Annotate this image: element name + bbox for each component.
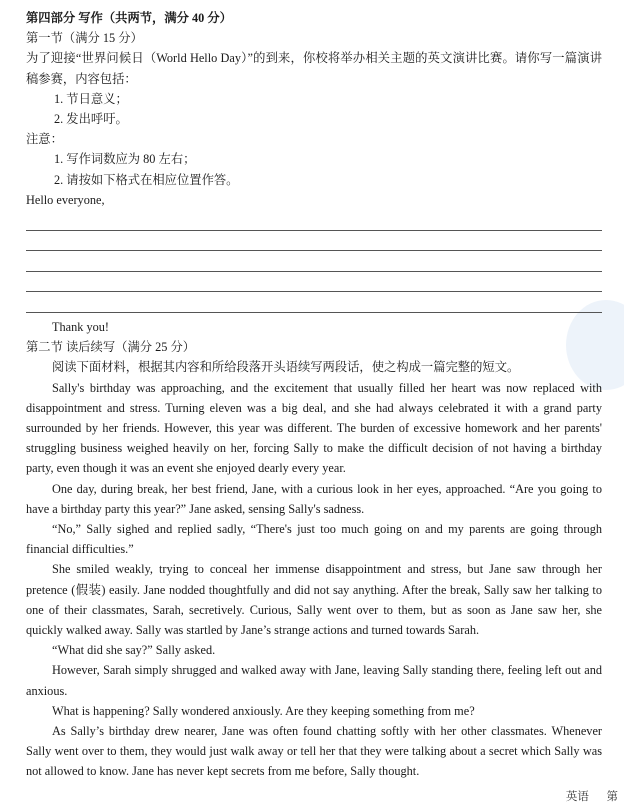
greeting: Hello everyone, <box>26 192 105 207</box>
story-paragraph: “No,” Sally sighed and replied sadly, “There's just too much going on and my parents are going through financial difficulties.” <box>26 522 602 557</box>
part-title: 第四部分 写作（共两节，满分 40 分） <box>26 11 232 25</box>
closing: Thank you! <box>52 320 110 334</box>
story-paragraph: However, Sarah simply shrugged and walked away with Jane, leaving Sally standing there, feeling left out and anxious. <box>26 663 602 698</box>
answer-line[interactable] <box>26 272 602 293</box>
section1-heading: 第一节（满分 15 分） <box>26 31 143 46</box>
story-paragraph: Sally's birthday was approaching, and the excitement that usually filled her heart was now replaced with disappointment and stress. Turning eleven was a big deal, and she had always celebrated it with a grand party surrounded by her friends. However, this year was different. The burden of excessive homework and her parents' struggling business weighed heavily on her, forcing Sally to make the difficult decision of not having a birthday party, even though it was an event she enjoyed dearly every year. <box>26 380 602 476</box>
story-paragraph: As Sally’s birthday drew nearer, Jane was often found chatting softly with her other classmates. Whenever Sally went over to them, they would just walk away or tell her that they were talking about a secret which Sally was not allowed to know. Jane has never kept secrets from me before, Sally thought. <box>26 724 602 779</box>
page-footer <box>552 786 618 806</box>
story-paragraph: One day, during break, her best friend, Jane, with a curious look in her eyes, approached. “Are you going to have a birthday party this year?” Jane asked, sensing Sally's sadness. <box>26 481 602 516</box>
note-1: 1. 写作词数应为 80 左右； <box>54 152 196 167</box>
exam-page <box>26 8 602 782</box>
footer-subject: 英语 <box>565 788 589 803</box>
answer-line[interactable] <box>26 251 602 272</box>
section1-item-2: 2. 发出呼吁。 <box>54 112 128 127</box>
answer-line[interactable] <box>26 231 602 252</box>
section1-prompt: 为了迎接“世界问候日（World Hello Day）”的到来，你校将举办相关主题的英文演讲比赛。请你写一篇演讲稿参赛，内容包括： <box>26 51 602 86</box>
notes-label: 注意： <box>26 132 63 147</box>
footer-page-prefix: 第 <box>606 788 618 803</box>
section1-item-1: 1. 节日意义； <box>54 91 128 106</box>
story-paragraph: What is happening? Sally wondered anxiously. Are they keeping something from me? <box>52 703 475 718</box>
answer-lines[interactable] <box>26 210 602 313</box>
story-paragraph: “What did she say?” Sally asked. <box>52 643 216 658</box>
answer-line[interactable] <box>26 210 602 231</box>
section2-heading: 第二节 读后续写（满分 25 分） <box>26 340 196 355</box>
note-2: 2. 请按如下格式在相应位置作答。 <box>54 172 239 187</box>
answer-line[interactable] <box>26 292 602 313</box>
section2-instruction: 阅读下面材料，根据其内容和所给段落开头语续写两段话，使之构成一篇完整的短文。 <box>52 360 520 375</box>
story-paragraph: She smiled weakly, trying to conceal her immense disappointment and stress, but Jane saw through her pretence (假装) easily. Jane nodded thoughtfully and did not say anything. After the break, Sally saw her talking to one of their classmates, Sarah, secretively. Curious, Sally went over to them, but as soon as Jane saw her, she quickly walked away. Sally was startled by Jane’s strange actions and turned towards Sarah. <box>26 562 602 638</box>
